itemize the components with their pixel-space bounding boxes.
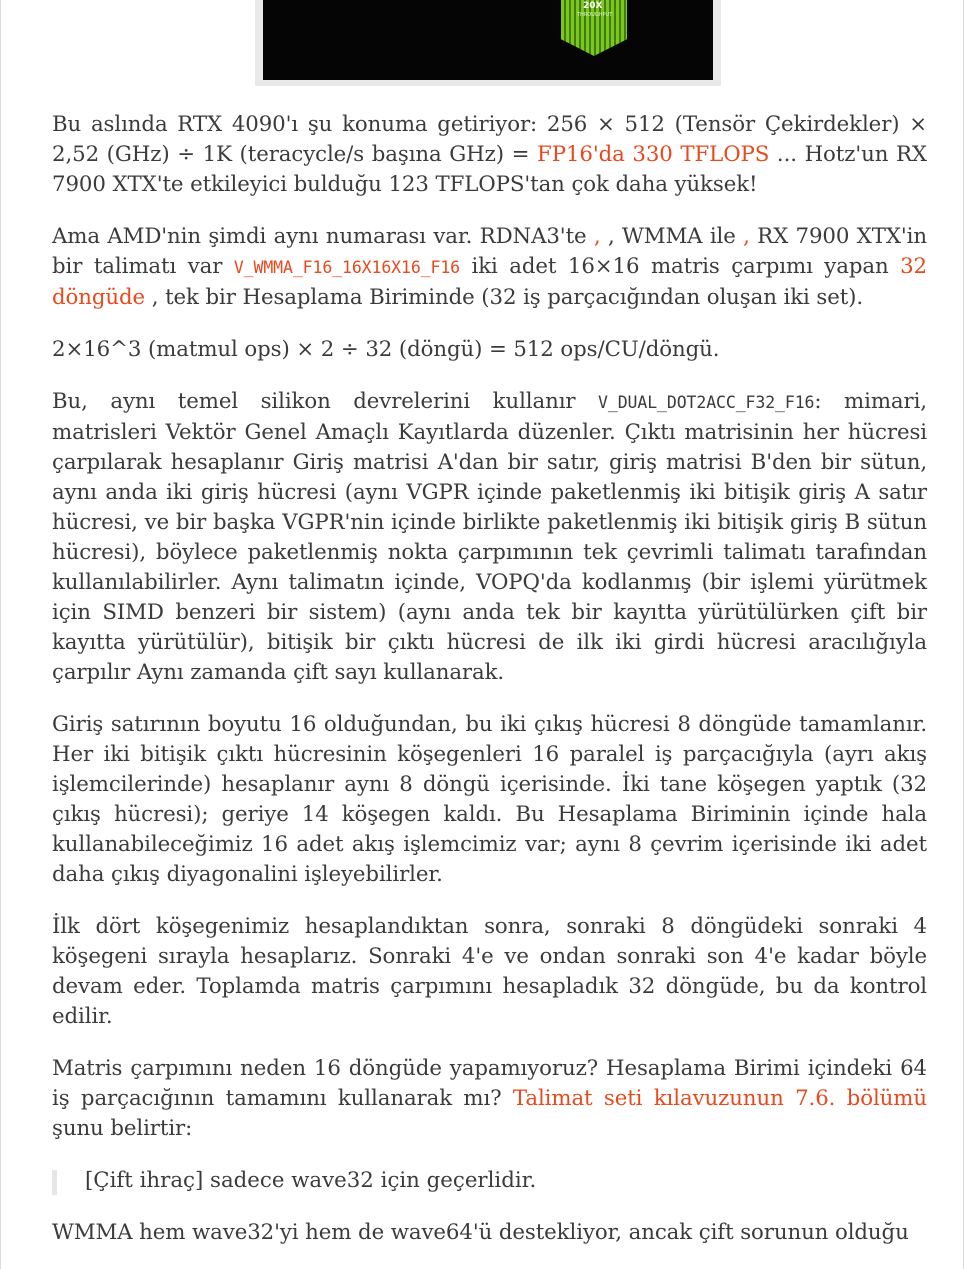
wmma-instruction-link[interactable]: V_WMMA_F16_16X16X16_F16 [233, 258, 461, 277]
blockquote [52, 1166, 927, 1196]
wmma-link[interactable]: , [743, 224, 750, 249]
dual-dot2acc-code: V_DUAL_DOT2ACC_F32_F16 [598, 393, 815, 412]
rdna3-link[interactable]: , [593, 224, 601, 249]
blockquote-bar [52, 1170, 57, 1195]
paragraph-16-cycles: Matris çarpımını neden 16 döngüde yapamıyoruz? Hesaplama Birimi içindeki 64 iş parçacığının tamamını kullanarak mı? Talimat seti kılavuzunun 7.6. bölümü şunu belirtir: [52, 1056, 927, 1141]
throughput-badge-sub: THROUGHPUT [577, 12, 613, 18]
paragraph-rtx4090: Bu aslında RTX 4090'ı şu konuma getiriyor: 256 × 512 (Tensör Çekirdekler) × 2,52 (GHz) ÷ 1K (teracycle/s başına GHz) = FP16'da 330 TFLOPS ... Hotz'un RX 7900 XTX'te etkileyici bulduğu 123 TFLOPS'tan çok daha yüksek! [52, 112, 927, 197]
paragraph-diagonals: İlk dört köşegenimiz hesaplandıktan sonra, sonraki 8 döngüdeki sonraki 4 köşegeni sırayla hesaplarız. Sonraki 4'e ve ondan sonraki son 4'e kadar böyle devam eder. Toplamda matris çarpımını hesapladık 32 döngüde, bu da kontrol edilir. [52, 914, 927, 1029]
fp16-tflops-link[interactable]: FP16'da 330 TFLOPS [537, 142, 770, 167]
paragraph-ops-formula: 2×16^3 (matmul ops) × 2 ÷ 32 (döngü) = 512 ops/CU/döngü. [52, 337, 720, 362]
hero-image-frame [255, 0, 721, 86]
32-cycles-link[interactable]: 32 döngüde [52, 254, 927, 310]
paragraph-dual-dot2acc: Bu, aynı temel silikon devrelerini kullanır V_DUAL_DOT2ACC_F32_F16: mimari, matrisleri Vektör Genel Amaçlı Kayıtlarda düzenler. Çıktı matrisinin her hücresi çarpılarak hesaplanır Giriş matrisi A'dan bir satır, giriş matrisi B'den bir sütun, aynı anda iki giriş hücresi (aynı VGPR içinde paketlenmiş iki bitişik giriş A satır hücresi, ve bir başka VGPR'nin içinde birlikte paketlenmiş iki bitişik giriş B sütun hücresi), böylece paketlenmiş nokta çarpımının tek çevrimli talimatı tarafından kullanılabilirler. Aynı talimatın içinde, VOPQ'da kodlanmış (bir işlemi yürütmek için SIMD benzeri bir sistem) (aynı anda tek bir kayıtta yürütülürken çift bir kayıtta yürütülür), bitişik bir çıktı hücresi de ilk iki girdi hücresi aracılığıyla çarpılır Aynı zamanda çift sayı kullanarak. [52, 389, 927, 685]
blockquote-text: [Çift ihraç] sadece wave32 için geçerlidir. [85, 1168, 537, 1193]
hero-image [263, 0, 713, 80]
paragraph-input-row: Giriş satırının boyutu 16 olduğundan, bu iki çıkış hücresi 8 döngüde tamamlanır. Her iki bitişik çıktı hücresinin köşegenleri 16 paralel iş parçacığıyla (ayrı akış işlemcilerinde) hesaplanır aynı 8 döngü içerisinde. İki tane köşegen yaptık (32 çıkış hücresi); geriye 14 köşegen kaldı. Bu Hesaplama Biriminin içinde hala kullanabileceğimiz 16 adet akış işlemcimiz var; aynı 8 çevrim içerisinde iki adet daha çıkış diyagonalini işleyebilirler. [52, 712, 927, 887]
paragraph-amd-wmma: Ama AMD'nin şimdi aynı numarası var. RDNA3'te , , WMMA ile , RX 7900 XTX'in bir talimatı var V_WMMA_F16_16X16X16_F16 iki adet 16×16 matris çarpımı yapan 32 döngüde , tek bir Hesaplama Biriminde (32 iş parçacığından oluşan iki set). [52, 224, 927, 310]
paragraph-wave32-wave64: WMMA hem wave32'yi hem de wave64'ü destekliyor, ancak çift sorunun olduğu [52, 1220, 909, 1245]
throughput-badge: 20X [583, 1, 603, 11]
instruction-set-manual-link[interactable]: Talimat seti kılavuzunun 7.6. bölümü [512, 1086, 927, 1111]
article-body [52, 110, 927, 1269]
